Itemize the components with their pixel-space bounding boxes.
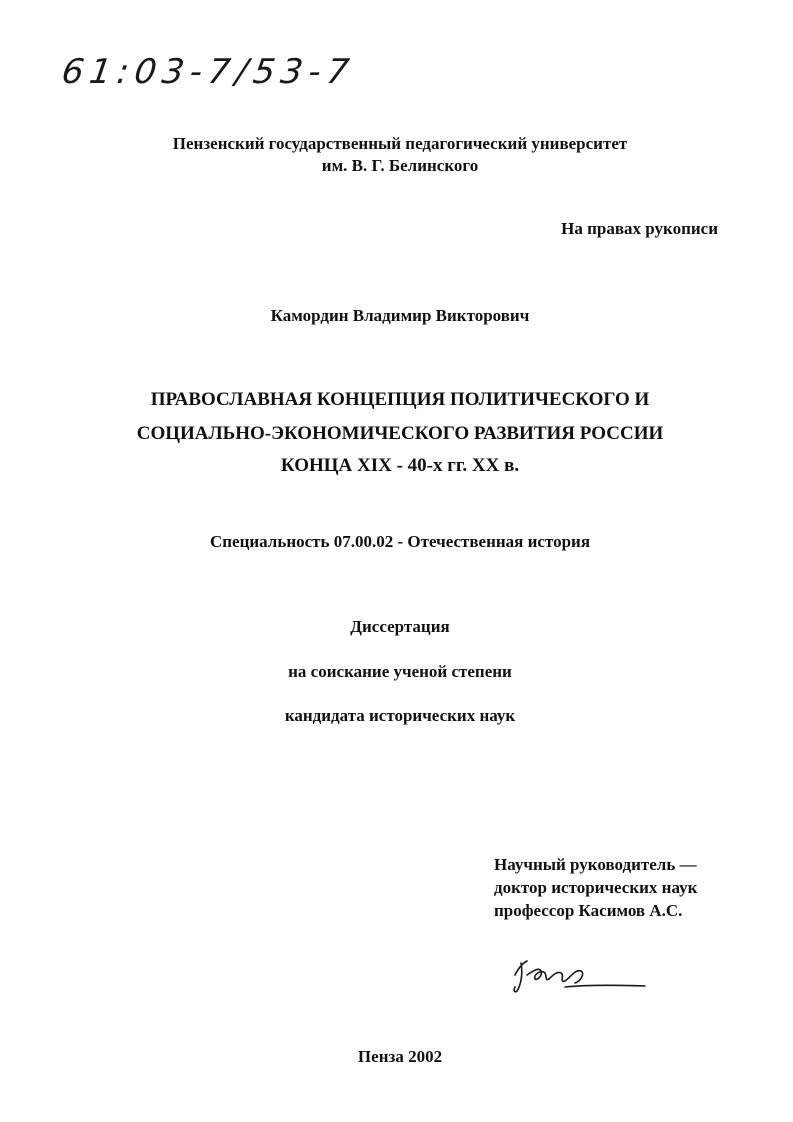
supervisor-block	[494, 853, 697, 922]
handwritten-catalog-code: 61:03-7/53-7	[59, 52, 358, 92]
degree-purpose: на соискание ученой степени	[288, 662, 512, 681]
university-name-suffix: им. В. Г. Белинского	[321, 156, 479, 175]
handwritten-signature	[505, 945, 655, 1005]
thesis-title-line-1: ПРАВОСЛАВНАЯ КОНЦЕПЦИЯ ПОЛИТИЧЕСКОГО И	[150, 389, 650, 410]
supervisor-degree: доктор исторических наук	[494, 878, 698, 897]
university-name: Пензенский государственный педагогический университет	[172, 134, 628, 153]
supervisor-name: профессор Касимов А.С.	[494, 901, 683, 920]
author-name: Камордин Владимир Викторович	[270, 306, 530, 325]
supervisor-role: Научный руководитель —	[494, 855, 697, 874]
specialty: Специальность 07.00.02 - Отечественная история	[209, 532, 591, 551]
city-year: Пенза 2002	[357, 1047, 443, 1066]
dissertation-label: Диссертация	[350, 617, 450, 636]
thesis-title-line-3: КОНЦА XIX - 40-х гг. XX в.	[280, 455, 520, 476]
degree-name: кандидата исторических наук	[284, 706, 516, 725]
rights-note: На правах рукописи	[561, 219, 718, 238]
thesis-title-line-2: СОЦИАЛЬНО-ЭКОНОМИЧЕСКОГО РАЗВИТИЯ РОССИИ	[136, 423, 664, 444]
